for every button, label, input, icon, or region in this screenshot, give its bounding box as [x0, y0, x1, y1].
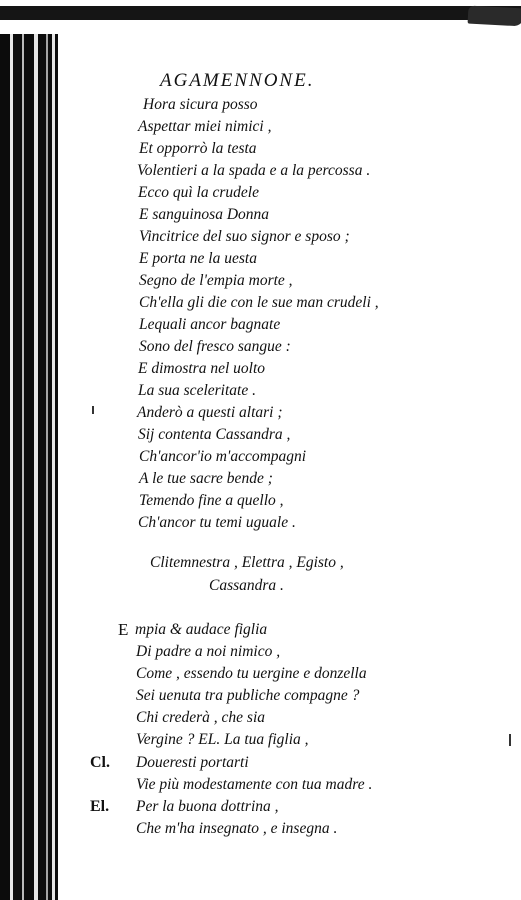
drop-cap: E: [118, 620, 129, 639]
dialogue-line: Che m'ha insegnato , e insegna .: [136, 820, 338, 837]
verse-line: Ecco quì la crudele: [138, 184, 259, 201]
speaker-label-el: El.: [90, 798, 110, 815]
verse-line: La sua sceleritate .: [138, 382, 256, 399]
verse-line: Aspettar miei nimici ,: [138, 118, 272, 135]
verse-line: Hora sicura posso: [143, 96, 258, 113]
verse-line: Lequali ancor bagnate: [139, 316, 281, 333]
stage-direction-line-1: Clitemnestra , Elettra , Egisto ,: [150, 554, 344, 571]
dialogue-line: Vie più modestamente con tua madre .: [136, 776, 373, 793]
verse-line: Sono del fresco sangue :: [139, 338, 291, 355]
dialogue-line: Doueresti portarti: [136, 754, 249, 771]
verse-line: Volentieri a la spada e a la percossa .: [137, 162, 371, 179]
verse-line: Anderò a questi altari ;: [137, 404, 283, 421]
verse-line: Temendo fine a quello ,: [139, 492, 284, 509]
dialogue-line: mpia & audace figlia: [135, 621, 268, 638]
verse-line: E porta ne la uesta: [139, 250, 257, 267]
ink-speck: [509, 734, 511, 746]
book-binding-edge: [0, 0, 58, 900]
dialogue-line: Come , essendo tu uergine e donzella: [136, 665, 367, 682]
dialogue-line: Vergine ? EL. La tua figlia ,: [136, 731, 309, 748]
verse-line: Vincitrice del suo signor e sposo ;: [139, 228, 350, 245]
stage-direction-line-2: Cassandra .: [209, 577, 284, 594]
verse-line: Ch'ancor tu temi uguale .: [138, 514, 296, 531]
running-head: AGAMENNONE.: [160, 70, 315, 91]
page-top-edge: [0, 0, 521, 34]
page-corner-curl: [468, 6, 521, 27]
speaker-label-cl: Cl.: [90, 754, 110, 771]
verse-line: E sanguinosa Donna: [139, 206, 270, 223]
dialogue-line: Di padre a noi nimico ,: [136, 643, 281, 660]
verse-line: Et opporrò la testa: [139, 140, 257, 157]
dialogue-line: Sei uenuta tra publiche compagne ?: [136, 687, 360, 704]
ink-speck: [92, 406, 94, 414]
verse-line: Segno de l'empia morte ,: [139, 272, 293, 289]
verse-line: A le tue sacre bende ;: [139, 470, 273, 487]
verse-line: E dimostra nel uolto: [138, 360, 266, 377]
verse-line: Sij contenta Cassandra ,: [138, 426, 291, 443]
verse-line: Ch'ella gli die con le sue man crudeli ,: [139, 294, 379, 311]
verse-line: Ch'ancor'io m'accompagni: [139, 448, 307, 465]
dialogue-line: Per la buona dottrina ,: [136, 798, 279, 815]
dialogue-line: Chi crederà , che sia: [136, 709, 265, 726]
